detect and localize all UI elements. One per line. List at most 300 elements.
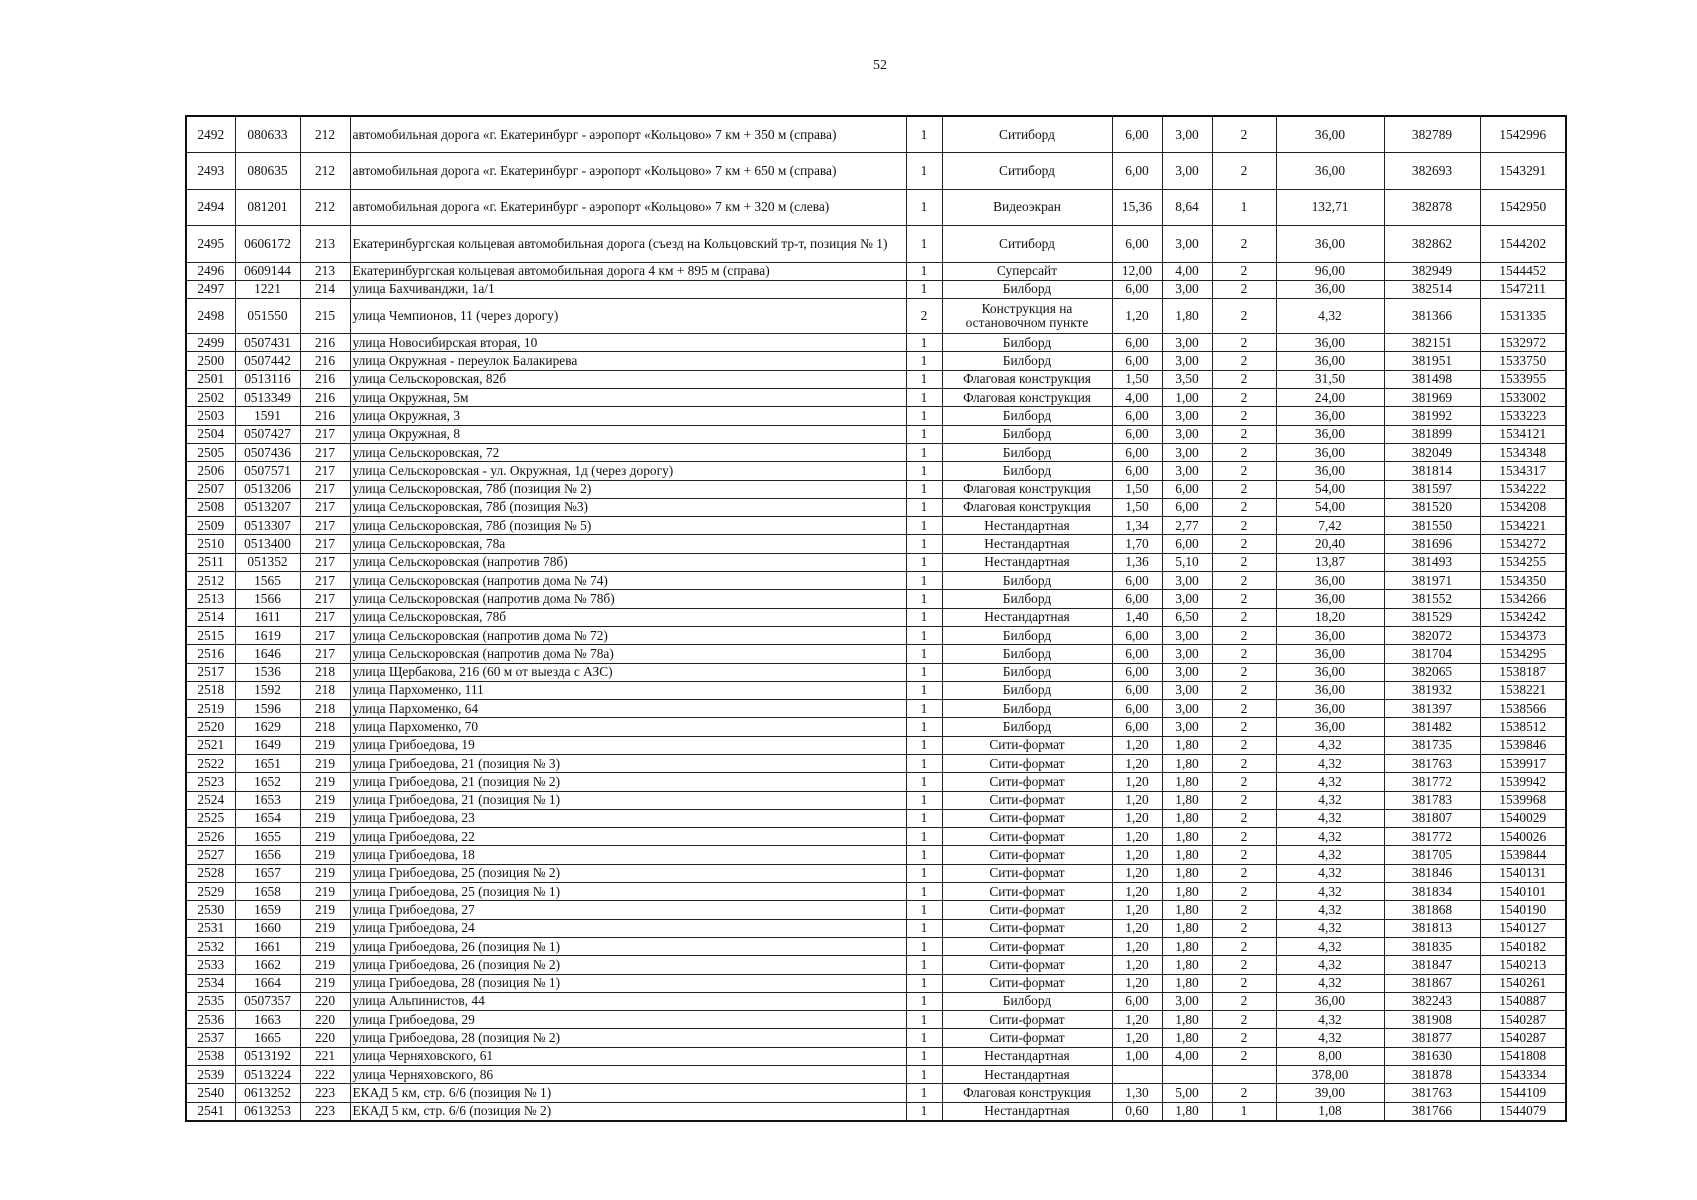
cell-width: 1,20 [1112, 864, 1162, 882]
cell-object-code: 0513224 [235, 1066, 300, 1084]
table-row [186, 334, 1566, 352]
cell-object-count: 2 [906, 299, 942, 334]
cell-address: улица Грибоедова, 27 [350, 901, 906, 919]
cell-group-number: 218 [300, 700, 350, 718]
cell-row-number: 2495 [186, 226, 235, 262]
cell-coord-x: 381783 [1384, 791, 1480, 809]
cell-row-number: 2505 [186, 443, 235, 461]
cell-object-code: 081201 [235, 189, 300, 225]
cell-address: улица Новосибирская вторая, 10 [350, 334, 906, 352]
cell-group-number: 219 [300, 846, 350, 864]
cell-height: 3,00 [1162, 645, 1212, 663]
table-row [186, 864, 1566, 882]
cell-construction-type: Видеоэкран [942, 189, 1112, 225]
cell-object-count: 1 [906, 974, 942, 992]
cell-width: 6,00 [1112, 718, 1162, 736]
cell-object-code: 1661 [235, 937, 300, 955]
cell-height: 3,00 [1162, 226, 1212, 262]
cell-area: 4,32 [1276, 846, 1384, 864]
cell-height: 6,00 [1162, 498, 1212, 516]
cell-address: улица Сельскоровская (напротив 78б) [350, 553, 906, 571]
cell-width: 6,00 [1112, 407, 1162, 425]
cell-coord-y: 1534350 [1480, 572, 1566, 590]
cell-area: 36,00 [1276, 626, 1384, 644]
cell-height: 1,80 [1162, 974, 1212, 992]
cell-height: 3,00 [1162, 663, 1212, 681]
cell-construction-type: Суперсайт [942, 262, 1112, 280]
table-row [186, 1011, 1566, 1029]
cell-sides-count: 2 [1212, 443, 1276, 461]
cell-area: 4,32 [1276, 1029, 1384, 1047]
cell-object-count: 1 [906, 791, 942, 809]
cell-object-code: 1592 [235, 681, 300, 699]
cell-height: 1,80 [1162, 1011, 1212, 1029]
cell-height [1162, 1066, 1212, 1084]
cell-object-code: 0513307 [235, 517, 300, 535]
cell-group-number: 218 [300, 718, 350, 736]
cell-width: 6,00 [1112, 663, 1162, 681]
table-row [186, 1047, 1566, 1065]
cell-address: улица Сельскоровская, 78б [350, 608, 906, 626]
cell-sides-count: 2 [1212, 1011, 1276, 1029]
cell-object-code: 0613253 [235, 1102, 300, 1121]
cell-width: 6,00 [1112, 116, 1162, 153]
cell-object-count: 1 [906, 864, 942, 882]
cell-coord-y: 1533750 [1480, 352, 1566, 370]
cell-sides-count: 2 [1212, 718, 1276, 736]
cell-construction-type: Билборд [942, 280, 1112, 298]
cell-sides-count: 2 [1212, 1029, 1276, 1047]
cell-width: 1,40 [1112, 608, 1162, 626]
cell-object-code: 1665 [235, 1029, 300, 1047]
cell-width: 1,20 [1112, 773, 1162, 791]
cell-width: 1,20 [1112, 791, 1162, 809]
table-row [186, 553, 1566, 571]
cell-group-number: 219 [300, 773, 350, 791]
cell-row-number: 2497 [186, 280, 235, 298]
cell-construction-type: Сити-формат [942, 1011, 1112, 1029]
cell-object-code: 1596 [235, 700, 300, 718]
cell-construction-type: Билборд [942, 334, 1112, 352]
cell-width: 1,20 [1112, 736, 1162, 754]
cell-construction-type: Билборд [942, 663, 1112, 681]
cell-area: 132,71 [1276, 189, 1384, 225]
cell-coord-x: 381847 [1384, 956, 1480, 974]
cell-width: 6,00 [1112, 626, 1162, 644]
cell-group-number: 215 [300, 299, 350, 334]
cell-coord-y: 1538512 [1480, 718, 1566, 736]
cell-row-number: 2531 [186, 919, 235, 937]
table-row [186, 116, 1566, 153]
cell-object-count: 1 [906, 1066, 942, 1084]
cell-width: 1,70 [1112, 535, 1162, 553]
cell-object-code: 1654 [235, 809, 300, 827]
cell-coord-x: 382949 [1384, 262, 1480, 280]
cell-width: 1,20 [1112, 809, 1162, 827]
cell-sides-count: 2 [1212, 700, 1276, 718]
cell-address: улица Пархоменко, 70 [350, 718, 906, 736]
cell-object-count: 1 [906, 736, 942, 754]
cell-coord-y: 1532972 [1480, 334, 1566, 352]
cell-sides-count: 2 [1212, 992, 1276, 1010]
cell-object-count: 1 [906, 754, 942, 772]
cell-coord-y: 1540026 [1480, 828, 1566, 846]
table-row [186, 443, 1566, 461]
cell-height: 3,00 [1162, 153, 1212, 189]
cell-object-code: 1566 [235, 590, 300, 608]
cell-coord-y: 1534221 [1480, 517, 1566, 535]
cell-area: 4,32 [1276, 791, 1384, 809]
cell-area: 36,00 [1276, 718, 1384, 736]
cell-coord-x: 382243 [1384, 992, 1480, 1010]
cell-sides-count: 2 [1212, 116, 1276, 153]
cell-row-number: 2529 [186, 883, 235, 901]
table-row [186, 153, 1566, 189]
cell-group-number: 219 [300, 919, 350, 937]
cell-width: 1,20 [1112, 974, 1162, 992]
cell-width: 6,00 [1112, 280, 1162, 298]
cell-object-count: 1 [906, 462, 942, 480]
cell-object-code: 0513349 [235, 389, 300, 407]
cell-sides-count: 2 [1212, 370, 1276, 388]
cell-coord-x: 382789 [1384, 116, 1480, 153]
cell-address: автомобильная дорога «г. Екатеринбург - аэропорт «Кольцово» 7 км + 650 м (справа) [350, 153, 906, 189]
table-row [186, 700, 1566, 718]
cell-address: улица Сельскоровская, 78а [350, 535, 906, 553]
table-row [186, 901, 1566, 919]
cell-area: 4,32 [1276, 828, 1384, 846]
cell-sides-count: 2 [1212, 535, 1276, 553]
cell-sides-count: 2 [1212, 280, 1276, 298]
cell-construction-type: Билборд [942, 700, 1112, 718]
table-row [186, 572, 1566, 590]
cell-coord-y: 1534348 [1480, 443, 1566, 461]
cell-object-code: 051352 [235, 553, 300, 571]
cell-object-code: 0507357 [235, 992, 300, 1010]
cell-row-number: 2498 [186, 299, 235, 334]
cell-sides-count: 2 [1212, 663, 1276, 681]
cell-width: 6,00 [1112, 645, 1162, 663]
table-row [186, 370, 1566, 388]
cell-address: улица Сельскоровская - ул. Окружная, 1д (через дорогу) [350, 462, 906, 480]
cell-height: 1,80 [1162, 773, 1212, 791]
cell-area: 4,32 [1276, 299, 1384, 334]
cell-object-count: 1 [906, 828, 942, 846]
cell-coord-x: 381766 [1384, 1102, 1480, 1121]
cell-address: улица Альпинистов, 44 [350, 992, 906, 1010]
cell-sides-count: 2 [1212, 754, 1276, 772]
cell-height: 3,00 [1162, 462, 1212, 480]
cell-construction-type: Флаговая конструкция [942, 389, 1112, 407]
cell-coord-x: 381704 [1384, 645, 1480, 663]
cell-address: улица Окружная, 8 [350, 425, 906, 443]
cell-height: 3,00 [1162, 116, 1212, 153]
cell-row-number: 2519 [186, 700, 235, 718]
cell-coord-x: 381763 [1384, 1084, 1480, 1102]
cell-coord-y: 1533223 [1480, 407, 1566, 425]
cell-coord-y: 1534317 [1480, 462, 1566, 480]
cell-object-code: 080633 [235, 116, 300, 153]
cell-sides-count: 2 [1212, 626, 1276, 644]
cell-address: улица Грибоедова, 24 [350, 919, 906, 937]
cell-area: 378,00 [1276, 1066, 1384, 1084]
cell-construction-type: Сити-формат [942, 956, 1112, 974]
cell-object-code: 0513400 [235, 535, 300, 553]
cell-object-code: 1657 [235, 864, 300, 882]
cell-width: 1,20 [1112, 299, 1162, 334]
cell-object-count: 1 [906, 645, 942, 663]
cell-coord-y: 1542950 [1480, 189, 1566, 225]
cell-height: 1,80 [1162, 846, 1212, 864]
cell-object-count: 1 [906, 517, 942, 535]
cell-object-code: 0507442 [235, 352, 300, 370]
cell-area: 36,00 [1276, 116, 1384, 153]
cell-row-number: 2521 [186, 736, 235, 754]
cell-object-count: 1 [906, 626, 942, 644]
table-row [186, 718, 1566, 736]
cell-sides-count: 2 [1212, 1084, 1276, 1102]
cell-construction-type: Сити-формат [942, 901, 1112, 919]
cell-group-number: 216 [300, 352, 350, 370]
cell-width: 1,20 [1112, 937, 1162, 955]
cell-row-number: 2535 [186, 992, 235, 1010]
table-row [186, 992, 1566, 1010]
cell-row-number: 2536 [186, 1011, 235, 1029]
cell-group-number: 213 [300, 226, 350, 262]
cell-height: 3,00 [1162, 700, 1212, 718]
cell-area: 4,32 [1276, 937, 1384, 955]
cell-object-code: 1664 [235, 974, 300, 992]
cell-coord-y: 1540190 [1480, 901, 1566, 919]
cell-sides-count: 2 [1212, 809, 1276, 827]
cell-coord-x: 381763 [1384, 754, 1480, 772]
cell-object-code: 1660 [235, 919, 300, 937]
cell-group-number: 217 [300, 480, 350, 498]
cell-area: 36,00 [1276, 572, 1384, 590]
cell-row-number: 2494 [186, 189, 235, 225]
cell-coord-x: 381971 [1384, 572, 1480, 590]
cell-area: 36,00 [1276, 992, 1384, 1010]
cell-group-number: 218 [300, 681, 350, 699]
cell-coord-y: 1544109 [1480, 1084, 1566, 1102]
cell-row-number: 2541 [186, 1102, 235, 1121]
cell-area: 36,00 [1276, 681, 1384, 699]
cell-height: 1,80 [1162, 956, 1212, 974]
cell-row-number: 2532 [186, 937, 235, 955]
cell-object-code: 1659 [235, 901, 300, 919]
cell-width: 6,00 [1112, 700, 1162, 718]
cell-object-count: 1 [906, 189, 942, 225]
cell-width: 1,20 [1112, 846, 1162, 864]
cell-area: 54,00 [1276, 480, 1384, 498]
cell-coord-y: 1540213 [1480, 956, 1566, 974]
cell-object-count: 1 [906, 919, 942, 937]
cell-coord-x: 381696 [1384, 535, 1480, 553]
cell-coord-x: 382049 [1384, 443, 1480, 461]
cell-address: улица Щербакова, 216 (60 м от выезда с АЗС) [350, 663, 906, 681]
cell-coord-y: 1539917 [1480, 754, 1566, 772]
cell-coord-x: 382862 [1384, 226, 1480, 262]
cell-group-number: 219 [300, 937, 350, 955]
cell-row-number: 2523 [186, 773, 235, 791]
cell-area: 1,08 [1276, 1102, 1384, 1121]
cell-coord-x: 381969 [1384, 389, 1480, 407]
cell-coord-x: 381630 [1384, 1047, 1480, 1065]
cell-coord-y: 1534255 [1480, 553, 1566, 571]
cell-group-number: 223 [300, 1102, 350, 1121]
table-row [186, 262, 1566, 280]
cell-construction-type: Билборд [942, 572, 1112, 590]
cell-height: 3,00 [1162, 718, 1212, 736]
cell-sides-count: 2 [1212, 389, 1276, 407]
cell-construction-type: Сити-формат [942, 736, 1112, 754]
cell-sides-count: 1 [1212, 1102, 1276, 1121]
cell-object-count: 1 [906, 1047, 942, 1065]
cell-object-count: 1 [906, 226, 942, 262]
cell-address: улица Грибоедова, 21 (позиция № 1) [350, 791, 906, 809]
cell-object-count: 1 [906, 846, 942, 864]
cell-row-number: 2518 [186, 681, 235, 699]
cell-object-count: 1 [906, 956, 942, 974]
cell-address: улица Сельскоровская, 78б (позиция №3) [350, 498, 906, 516]
table-row [186, 498, 1566, 516]
cell-object-count: 1 [906, 1029, 942, 1047]
cell-address: ЕКАД 5 км, стр. 6/6 (позиция № 1) [350, 1084, 906, 1102]
cell-coord-x: 382878 [1384, 189, 1480, 225]
cell-construction-type: Флаговая конструкция [942, 370, 1112, 388]
cell-height: 5,00 [1162, 1084, 1212, 1102]
cell-object-code: 0507571 [235, 462, 300, 480]
cell-width: 1,50 [1112, 480, 1162, 498]
cell-row-number: 2526 [186, 828, 235, 846]
cell-address: улица Грибоедова, 26 (позиция № 1) [350, 937, 906, 955]
cell-row-number: 2524 [186, 791, 235, 809]
cell-area: 36,00 [1276, 153, 1384, 189]
cell-object-code: 051550 [235, 299, 300, 334]
cell-construction-type: Билборд [942, 407, 1112, 425]
cell-row-number: 2506 [186, 462, 235, 480]
cell-area: 36,00 [1276, 645, 1384, 663]
cell-group-number: 219 [300, 864, 350, 882]
cell-sides-count: 2 [1212, 846, 1276, 864]
table-row [186, 754, 1566, 772]
cell-group-number: 219 [300, 809, 350, 827]
cell-address: улица Бахчиванджи, 1а/1 [350, 280, 906, 298]
cell-width: 1,50 [1112, 370, 1162, 388]
cell-object-count: 1 [906, 498, 942, 516]
cell-object-count: 1 [906, 535, 942, 553]
table-row [186, 846, 1566, 864]
cell-area: 4,32 [1276, 974, 1384, 992]
cell-construction-type: Флаговая конструкция [942, 1084, 1112, 1102]
cell-row-number: 2525 [186, 809, 235, 827]
cell-object-count: 1 [906, 901, 942, 919]
cell-area: 36,00 [1276, 590, 1384, 608]
cell-address: Екатеринбургская кольцевая автомобильная дорога (съезд на Кольцовский тр-т, позиция № 1) [350, 226, 906, 262]
cell-height: 1,80 [1162, 864, 1212, 882]
cell-object-code: 1653 [235, 791, 300, 809]
cell-construction-type: Нестандартная [942, 608, 1112, 626]
cell-address: улица Грибоедова, 25 (позиция № 1) [350, 883, 906, 901]
cell-area: 13,87 [1276, 553, 1384, 571]
cell-sides-count: 2 [1212, 425, 1276, 443]
cell-object-count: 1 [906, 700, 942, 718]
cell-area: 4,32 [1276, 809, 1384, 827]
table-row [186, 226, 1566, 262]
cell-sides-count: 2 [1212, 864, 1276, 882]
table-row [186, 389, 1566, 407]
cell-sides-count: 2 [1212, 590, 1276, 608]
cell-construction-type: Сити-формат [942, 791, 1112, 809]
cell-group-number: 219 [300, 736, 350, 754]
cell-group-number: 217 [300, 590, 350, 608]
cell-object-count: 1 [906, 1102, 942, 1121]
cell-width: 1,20 [1112, 956, 1162, 974]
cell-width: 0,60 [1112, 1102, 1162, 1121]
cell-construction-type: Билборд [942, 681, 1112, 699]
cell-object-count: 1 [906, 590, 942, 608]
cell-group-number: 217 [300, 535, 350, 553]
cell-coord-x: 381878 [1384, 1066, 1480, 1084]
cell-object-count: 1 [906, 1084, 942, 1102]
cell-coord-y: 1540029 [1480, 809, 1566, 827]
cell-address: улица Окружная, 5м [350, 389, 906, 407]
cell-object-count: 1 [906, 280, 942, 298]
table-row [186, 809, 1566, 827]
cell-width: 1,20 [1112, 901, 1162, 919]
cell-object-count: 1 [906, 407, 942, 425]
table-row [186, 352, 1566, 370]
table-row [186, 462, 1566, 480]
cell-coord-x: 381867 [1384, 974, 1480, 992]
cell-sides-count: 2 [1212, 828, 1276, 846]
cell-group-number: 213 [300, 262, 350, 280]
cell-area: 24,00 [1276, 389, 1384, 407]
cell-row-number: 2501 [186, 370, 235, 388]
table-row [186, 590, 1566, 608]
cell-object-count: 1 [906, 334, 942, 352]
cell-row-number: 2496 [186, 262, 235, 280]
cell-coord-x: 381992 [1384, 407, 1480, 425]
cell-address: улица Сельскоровская, 82б [350, 370, 906, 388]
cell-group-number: 216 [300, 407, 350, 425]
cell-coord-x: 382514 [1384, 280, 1480, 298]
cell-sides-count: 2 [1212, 334, 1276, 352]
cell-object-code: 0507431 [235, 334, 300, 352]
table-row [186, 425, 1566, 443]
cell-sides-count: 2 [1212, 773, 1276, 791]
cell-coord-y: 1539846 [1480, 736, 1566, 754]
cell-row-number: 2510 [186, 535, 235, 553]
cell-coord-x: 381366 [1384, 299, 1480, 334]
cell-area: 4,32 [1276, 919, 1384, 937]
cell-area: 4,32 [1276, 864, 1384, 882]
cell-width: 1,36 [1112, 553, 1162, 571]
cell-coord-y: 1540887 [1480, 992, 1566, 1010]
cell-coord-y: 1544202 [1480, 226, 1566, 262]
cell-object-code: 1658 [235, 883, 300, 901]
cell-coord-x: 381834 [1384, 883, 1480, 901]
cell-sides-count: 2 [1212, 498, 1276, 516]
cell-coord-y: 1533955 [1480, 370, 1566, 388]
cell-group-number: 217 [300, 462, 350, 480]
cell-width: 6,00 [1112, 352, 1162, 370]
cell-construction-type: Сити-формат [942, 883, 1112, 901]
cell-object-code: 1565 [235, 572, 300, 590]
cell-construction-type: Нестандартная [942, 1047, 1112, 1065]
cell-group-number: 219 [300, 828, 350, 846]
cell-sides-count [1212, 1066, 1276, 1084]
